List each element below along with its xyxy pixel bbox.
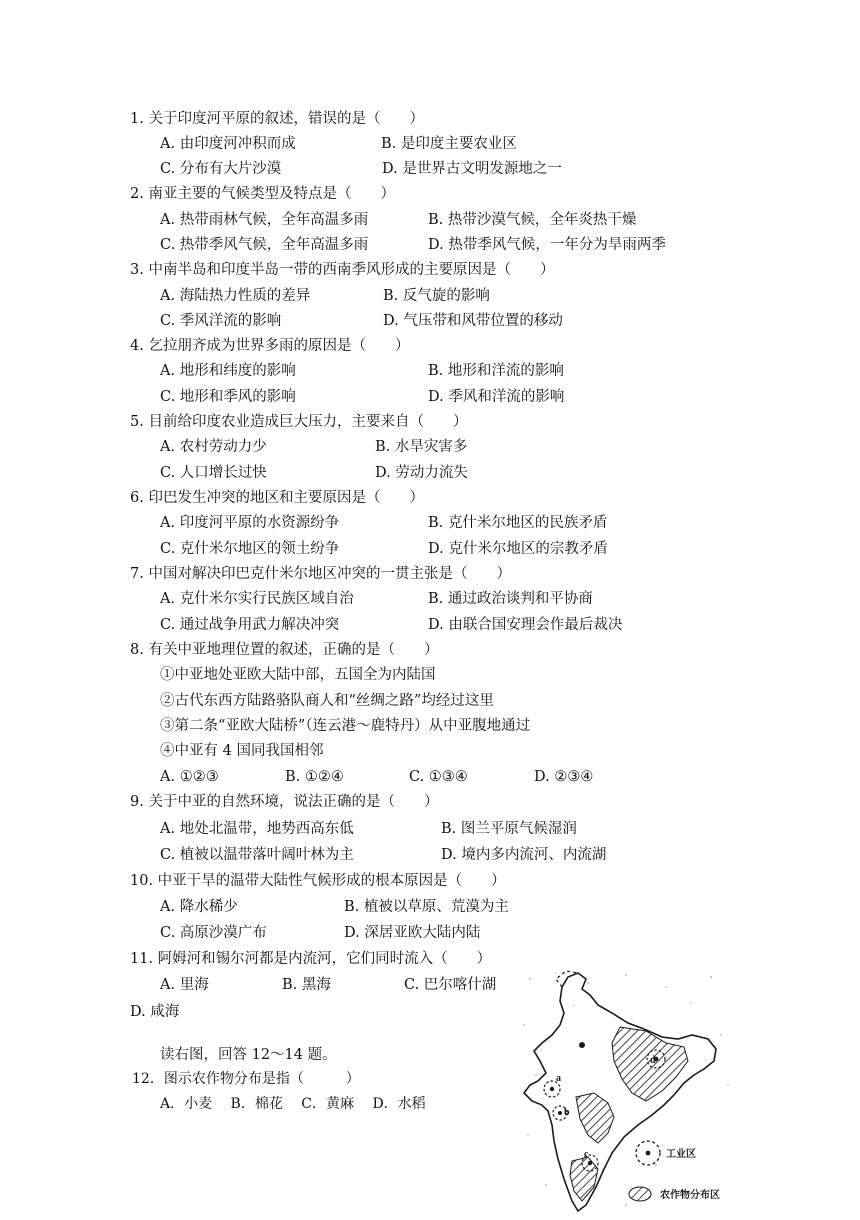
q10-stem: 10. 中亚干旱的温带大陆性气候形成的根本原因是（ ） bbox=[130, 873, 506, 889]
q7-option-c: C. 通过战争用武力解决冲突 bbox=[160, 617, 340, 633]
q8-option-a: A. ①②③ bbox=[160, 769, 219, 785]
q9-stem: 9. 关于中亚的自然环境，说法正确的是（ ） bbox=[130, 794, 439, 810]
q7-option-a: A. 克什米尔实行民族区域自治 bbox=[160, 591, 354, 607]
q7-stem: 7. 中国对解决印巴克什米尔地区冲突的一贯主张是（ ） bbox=[130, 566, 511, 582]
q9-option-d: D. 境内多内流河、内流湖 bbox=[441, 847, 607, 863]
q5-option-d: D. 劳动力流失 bbox=[375, 465, 468, 481]
q8-statement-3: ③第二条“亚欧大陆桥”（连云港～鹿特丹）从中亚腹地通过 bbox=[160, 718, 531, 734]
q3-stem: 3. 中南半岛和印度半岛一带的西南季风形成的主要原因是（ ） bbox=[130, 262, 555, 278]
q8-statement-4: ④中亚有 4 国同我国相邻 bbox=[160, 743, 324, 759]
point-label-c: c bbox=[584, 1149, 589, 1160]
q1-option-c: C. 分布有大片沙漠 bbox=[160, 161, 282, 177]
q3-option-a: A. 海陆热力性质的差异 bbox=[160, 288, 311, 304]
map-intro: 读右图，回答 12～14 题。 bbox=[160, 1047, 337, 1063]
industry-marker-north bbox=[579, 1042, 585, 1048]
q4-option-a: A. 地形和纬度的影响 bbox=[160, 363, 296, 379]
q11-option-a: A. 里海 bbox=[160, 977, 209, 993]
q11-option-d: D. 咸海 bbox=[130, 1004, 180, 1020]
q6-option-c: C. 克什米尔地区的领土纷争 bbox=[160, 541, 340, 557]
india-crop-map bbox=[516, 965, 738, 1216]
legend-crop-label: 农作物分布区 bbox=[660, 1190, 720, 1201]
q11-option-b: B. 黑海 bbox=[282, 977, 331, 993]
q8-stem: 8. 有关中亚地理位置的叙述，正确的是（ ） bbox=[130, 642, 439, 658]
legend-industry-label: 工业区 bbox=[666, 1149, 696, 1160]
crop-area-south bbox=[570, 1157, 598, 1201]
q6-option-d: D. 克什米尔地区的宗教矛盾 bbox=[428, 541, 608, 557]
q7-option-d: D. 由联合国安理会作最后裁决 bbox=[428, 617, 623, 633]
legend-crop-symbol bbox=[629, 1187, 651, 1201]
q10-option-a: A. 降水稀少 bbox=[160, 899, 238, 915]
q2-option-c: C. 热带季风气候，全年高温多雨 bbox=[160, 237, 369, 253]
q8-statement-2: ②古代东西方陆路骆队商人和“丝绸之路”均经过这里 bbox=[160, 693, 494, 709]
q8-statement-1: ①中亚地处亚欧大陆中部，五国全为内陆国 bbox=[160, 667, 436, 683]
q3-option-b: B. 反气旋的影响 bbox=[383, 288, 490, 304]
q12-options: A．小麦 B．棉花 C．黄麻 D．水稻 bbox=[160, 1096, 426, 1112]
q7-option-b: B. 通过政治谈判和平协商 bbox=[428, 591, 593, 607]
q2-option-b: B. 热带沙漠气候，全年炎热干燥 bbox=[428, 212, 637, 228]
q8-option-b: B. ①②④ bbox=[285, 769, 344, 785]
q5-option-a: A. 农村劳动力少 bbox=[160, 439, 267, 455]
q5-option-c: C. 人口增长过快 bbox=[160, 465, 267, 481]
q6-stem: 6. 印巴发生冲突的地区和主要原因是（ ） bbox=[130, 490, 424, 506]
q9-option-c: C. 植被以温带落叶阔叶林为主 bbox=[160, 847, 354, 863]
map-legend bbox=[629, 1141, 720, 1201]
q4-option-b: B. 地形和洋流的影响 bbox=[428, 363, 564, 379]
q10-option-c: C. 高原沙漠广布 bbox=[160, 925, 267, 941]
q1-option-a: A. 由印度河冲积而成 bbox=[160, 136, 296, 152]
q5-stem: 5. 目前给印度农业造成巨大压力，主要来自（ ） bbox=[130, 414, 468, 430]
q3-option-d: D. 气压带和风带位置的移动 bbox=[383, 313, 563, 329]
q10-option-b: B. 植被以草原、荒漠为主 bbox=[344, 899, 509, 915]
q11-option-c: C. 巴尔喀什湖 bbox=[404, 977, 497, 993]
q9-option-b: B. 图兰平原气候湿润 bbox=[441, 821, 577, 837]
q6-option-a: A. 印度河平原的水资源纷争 bbox=[160, 515, 340, 531]
q1-stem: 1. 关于印度河平原的叙述，错误的是（ ） bbox=[130, 111, 424, 127]
point-label-a: a bbox=[556, 1073, 561, 1084]
q2-option-a: A. 热带雨林气候，全年高温多雨 bbox=[160, 212, 369, 228]
q9-option-a: A. 地处北温带，地势西高东低 bbox=[160, 821, 354, 837]
q2-stem: 2. 南亚主要的气候类型及特点是（ ） bbox=[130, 186, 395, 202]
q4-stem: 4. 乞拉朋齐成为世界多雨的原因是（ ） bbox=[130, 338, 410, 354]
q8-option-d: D. ②③④ bbox=[534, 769, 594, 785]
q12-stem: 12．图示农作物分布是指（ ） bbox=[132, 1071, 360, 1087]
q11-stem: 11. 阿姆河和锡尔河都是内流河，它们同时流入（ ） bbox=[130, 951, 492, 967]
india-outline bbox=[524, 973, 716, 1211]
q8-option-c: C. ①③④ bbox=[409, 769, 468, 785]
crop-area-east-coast bbox=[576, 1093, 614, 1143]
q5-option-b: B. 水旱灾害多 bbox=[375, 439, 468, 455]
q3-option-c: C. 季风洋流的影响 bbox=[160, 313, 282, 329]
q1-option-d: D. 是世界古文明发源地之一 bbox=[382, 161, 562, 177]
q4-option-d: D. 季风和洋流的影响 bbox=[428, 389, 565, 405]
point-label-b: b bbox=[564, 1107, 570, 1118]
point-label-d: d bbox=[650, 1055, 656, 1066]
q4-option-c: C. 地形和季风的影响 bbox=[160, 389, 296, 405]
q2-option-d: D. 热带季风气候，一年分为旱雨两季 bbox=[428, 237, 666, 253]
q1-option-b: B. 是印度主要农业区 bbox=[381, 136, 517, 152]
q10-option-d: D. 深居亚欧大陆内陆 bbox=[344, 925, 481, 941]
q6-option-b: B. 克什米尔地区的民族矛盾 bbox=[428, 515, 608, 531]
